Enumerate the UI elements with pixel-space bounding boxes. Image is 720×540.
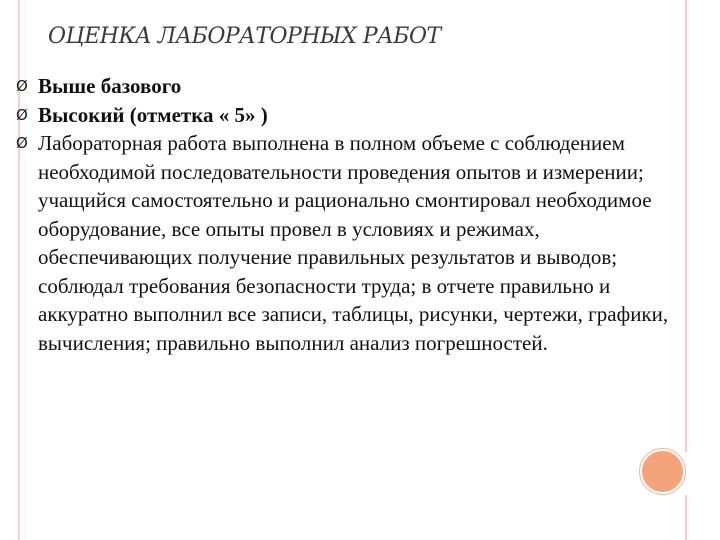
bullet-item-1 <box>16 72 686 101</box>
arrow-bullet-icon: Ø <box>16 77 28 95</box>
arrow-bullet-icon: Ø <box>16 105 28 124</box>
bullet-text-3: Лабораторная работа выполнена в полном объеме с соблюдением необходимой последовательности проведения опытов и измерении; учащийся самостоятельно и рационально смонтировал необходимое оборудование, все опыты провел в условиях и режимах, обеспечивающих получение правильных результатов и выводов; соблюдал требования безопасности труда; в отчете правильно и аккуратно выполнил все записи, таблицы, рисунки, чертежи, графики, вычисления; правильно выполнил анализ погрешностей. <box>38 131 669 355</box>
arrow-bullet-icon: Ø <box>16 134 28 152</box>
right-decorative-rule-bottom <box>685 495 687 540</box>
bullet-list <box>16 72 686 357</box>
decorative-circle <box>640 449 685 494</box>
bullet-item-2 <box>16 101 686 130</box>
bullet-text-2: Высокий (отметка « 5» ) <box>38 102 268 127</box>
bullet-item-3 <box>16 129 686 357</box>
bullet-text-1: Выше базового <box>38 74 182 98</box>
slide-title: ОЦЕНКА ЛАБОРАТОРНЫХ РАБОТ <box>48 24 441 49</box>
